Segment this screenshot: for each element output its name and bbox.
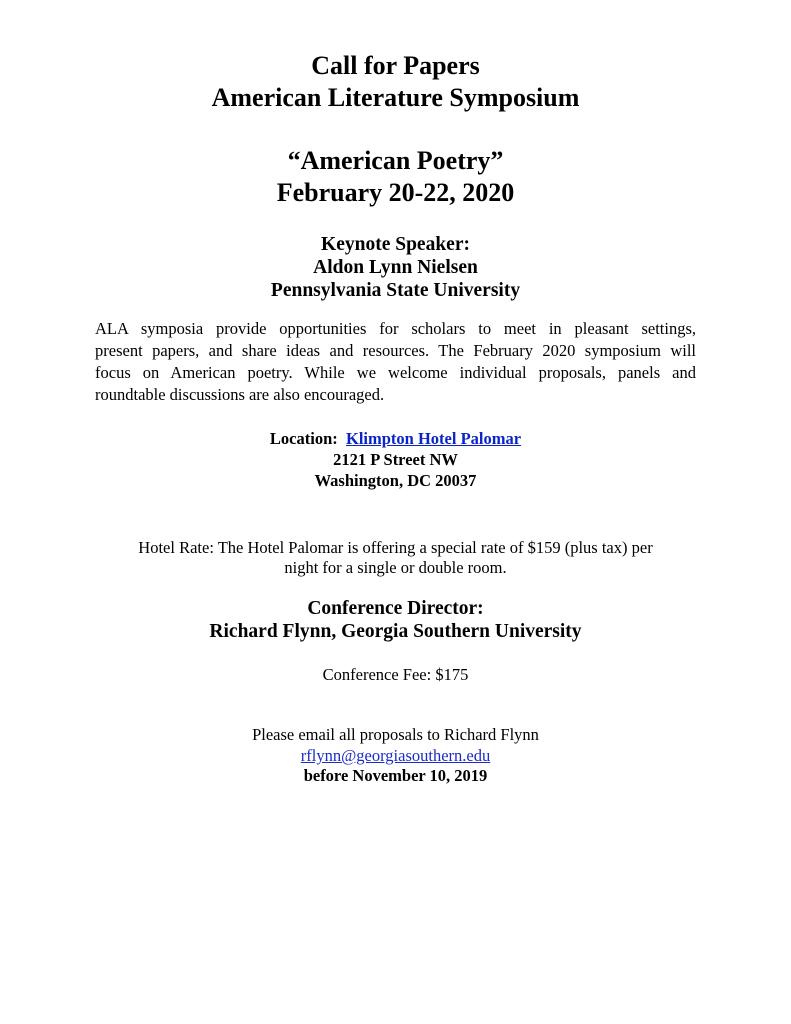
- description-paragraph: [95, 318, 696, 406]
- keynote-label: Keynote Speaker:: [321, 234, 470, 255]
- proposal-deadline: before November 10, 2019: [303, 766, 488, 785]
- proposal-instruction: Please email all proposals to Richard Flynn: [252, 725, 539, 744]
- keynote-affiliation: Pennsylvania State University: [270, 280, 521, 301]
- email-line: [0, 745, 791, 766]
- title-line-2: American Literature Symposium: [211, 83, 580, 112]
- location-city: Washington, DC 20037: [314, 471, 477, 490]
- hotel-link[interactable]: Klimpton Hotel Palomar: [346, 429, 522, 448]
- director-name: Richard Flynn, Georgia Southern University: [209, 621, 582, 642]
- hotel-rate-line-2: night for a single or double room.: [284, 558, 507, 577]
- hotel-rate-line-1: Hotel Rate: The Hotel Palomar is offering a special rate of $159 (plus tax) per: [138, 538, 653, 557]
- description-line: focus on American poetry. While we welcome individual proposals, panels and: [95, 363, 696, 382]
- keynote-name: Aldon Lynn Nielsen: [313, 257, 478, 278]
- location-street: 2121 P Street NW: [333, 450, 458, 469]
- location-label: Location:: [269, 429, 338, 448]
- email-link[interactable]: rflynn@georgiasouthern.edu: [300, 746, 491, 765]
- description-line: roundtable discussions are also encouraged.: [95, 385, 385, 404]
- title-line-1: Call for Papers: [311, 51, 480, 80]
- description-line: present papers, and share ideas and resources. The February 2020 symposium will: [95, 341, 696, 360]
- director-label: Conference Director:: [307, 598, 484, 619]
- description-line: ALA symposia provide opportunities for scholars to meet in pleasant settings,: [95, 319, 696, 338]
- event-dates: February 20-22, 2020: [276, 178, 515, 207]
- location-line: [0, 429, 791, 449]
- theme-title: “American Poetry”: [287, 146, 504, 175]
- conference-fee: Conference Fee: $175: [322, 665, 469, 684]
